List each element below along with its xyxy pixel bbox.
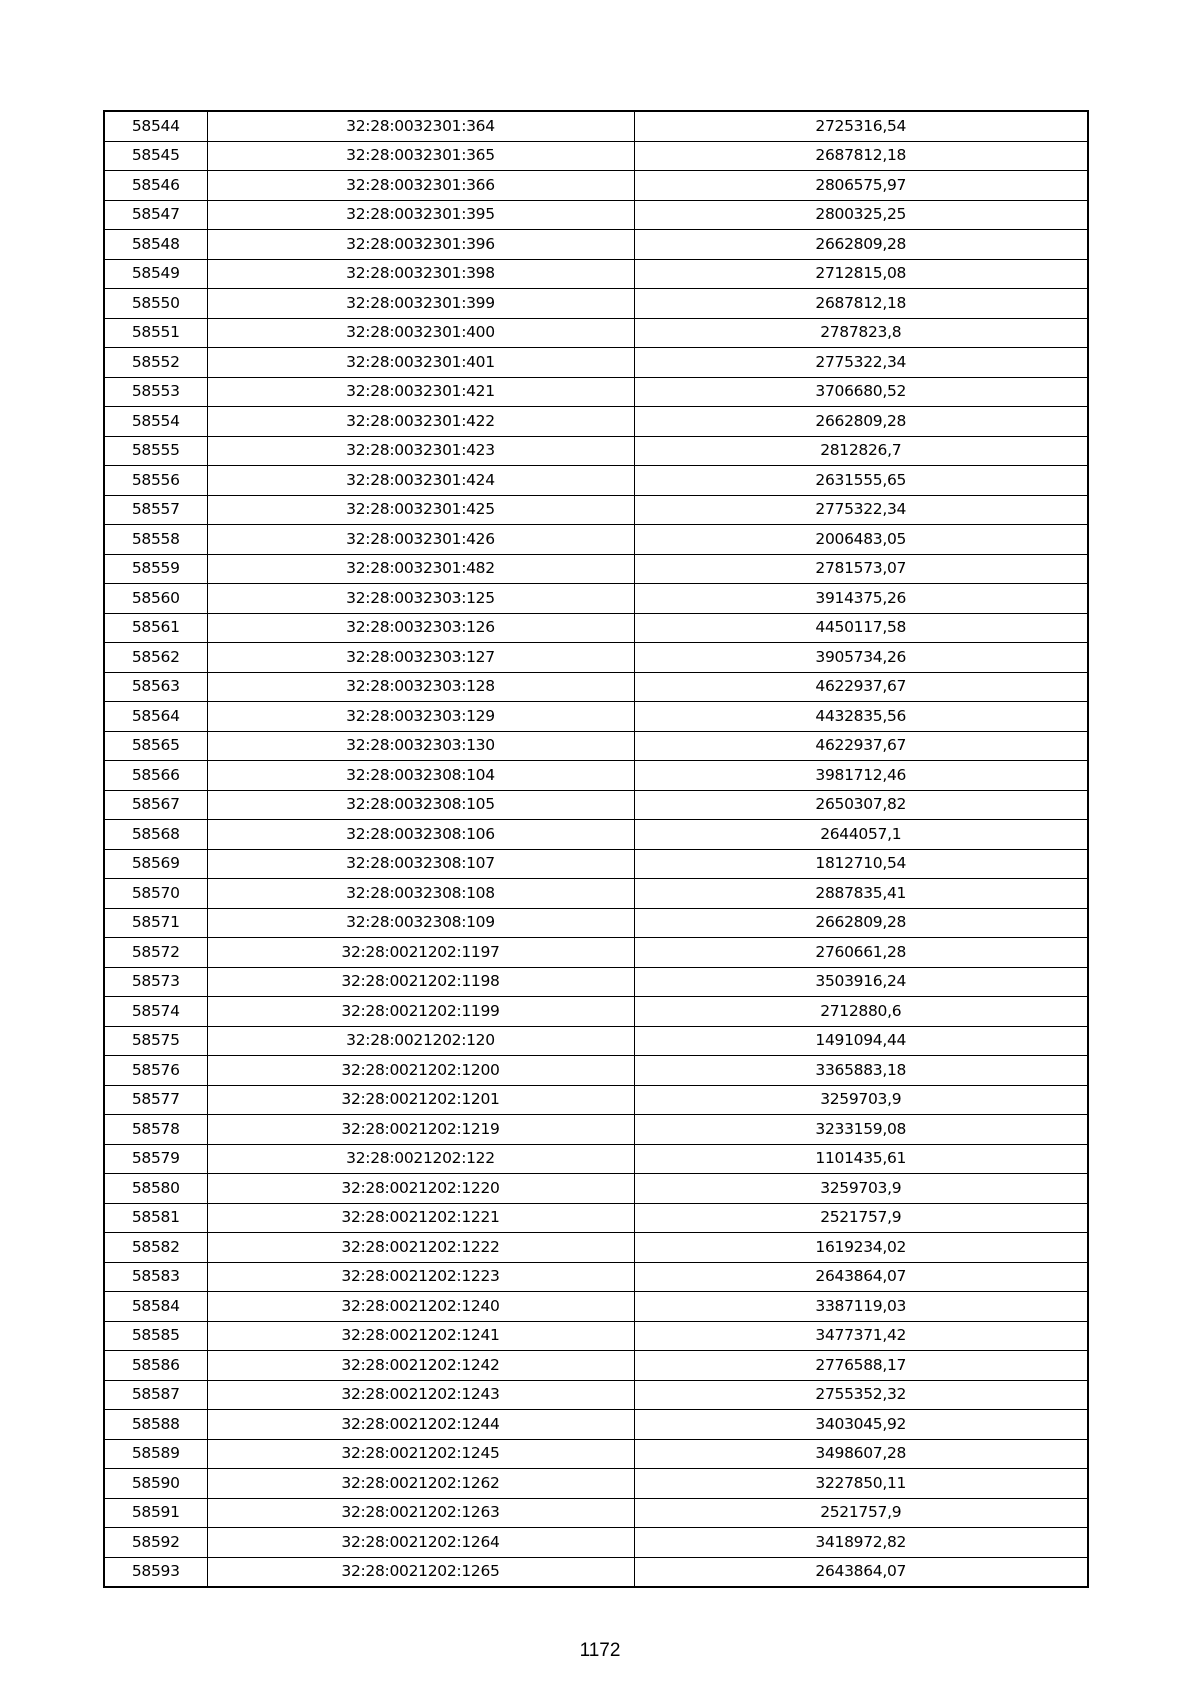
- value-cell: 3498607,28: [634, 1439, 1088, 1469]
- row-number-cell: 58571: [104, 908, 207, 938]
- records-table: [103, 110, 1089, 1588]
- page-number: 1172: [579, 1640, 621, 1661]
- table-row: [104, 643, 1088, 673]
- value-cell: 2643864,07: [634, 1262, 1088, 1292]
- table-row: [104, 1439, 1088, 1469]
- cadastral-number-cell: 32:28:0021202:1244: [207, 1410, 634, 1440]
- cadastral-number-cell: 32:28:0021202:1240: [207, 1292, 634, 1322]
- value-cell: 1491094,44: [634, 1026, 1088, 1056]
- value-cell: 2687812,18: [634, 141, 1088, 171]
- row-number-cell: 58555: [104, 436, 207, 466]
- cadastral-number-cell: 32:28:0021202:1219: [207, 1115, 634, 1145]
- row-number-cell: 58554: [104, 407, 207, 437]
- table-row: [104, 849, 1088, 879]
- table-row: [104, 761, 1088, 791]
- table-row: [104, 938, 1088, 968]
- table-row: [104, 377, 1088, 407]
- value-cell: 2662809,28: [634, 230, 1088, 260]
- value-cell: 2712815,08: [634, 259, 1088, 289]
- cadastral-number-cell: 32:28:0032308:105: [207, 790, 634, 820]
- value-cell: 3233159,08: [634, 1115, 1088, 1145]
- value-cell: 2687812,18: [634, 289, 1088, 319]
- row-number-cell: 58548: [104, 230, 207, 260]
- row-number-cell: 58558: [104, 525, 207, 555]
- cadastral-number-cell: 32:28:0032301:366: [207, 171, 634, 201]
- records-table-body: [104, 111, 1088, 1587]
- cadastral-number-cell: 32:28:0021202:1243: [207, 1380, 634, 1410]
- cadastral-number-cell: 32:28:0021202:1220: [207, 1174, 634, 1204]
- cadastral-number-cell: 32:28:0032301:421: [207, 377, 634, 407]
- table-row: [104, 997, 1088, 1027]
- row-number-cell: 58562: [104, 643, 207, 673]
- value-cell: 3981712,46: [634, 761, 1088, 791]
- value-cell: 4450117,58: [634, 613, 1088, 643]
- cadastral-number-cell: 32:28:0032301:398: [207, 259, 634, 289]
- cadastral-number-cell: 32:28:0032303:128: [207, 672, 634, 702]
- cadastral-number-cell: 32:28:0032301:425: [207, 495, 634, 525]
- cadastral-number-cell: 32:28:0032301:400: [207, 318, 634, 348]
- cadastral-number-cell: 32:28:0021202:1265: [207, 1557, 634, 1587]
- table-row: [104, 1233, 1088, 1263]
- table-row: [104, 141, 1088, 171]
- value-cell: 3418972,82: [634, 1528, 1088, 1558]
- value-cell: 2712880,6: [634, 997, 1088, 1027]
- table-row: [104, 1380, 1088, 1410]
- row-number-cell: 58556: [104, 466, 207, 496]
- value-cell: 2725316,54: [634, 111, 1088, 141]
- value-cell: 2806575,97: [634, 171, 1088, 201]
- table-row: [104, 967, 1088, 997]
- row-number-cell: 58567: [104, 790, 207, 820]
- row-number-cell: 58564: [104, 702, 207, 732]
- cadastral-number-cell: 32:28:0021202:1199: [207, 997, 634, 1027]
- cadastral-number-cell: 32:28:0032308:106: [207, 820, 634, 850]
- row-number-cell: 58572: [104, 938, 207, 968]
- table-row: [104, 879, 1088, 909]
- row-number-cell: 58586: [104, 1351, 207, 1381]
- value-cell: 3259703,9: [634, 1085, 1088, 1115]
- table-row: [104, 466, 1088, 496]
- cadastral-number-cell: 32:28:0032303:126: [207, 613, 634, 643]
- value-cell: 3914375,26: [634, 584, 1088, 614]
- table-row: [104, 672, 1088, 702]
- cadastral-number-cell: 32:28:0021202:1262: [207, 1469, 634, 1499]
- row-number-cell: 58576: [104, 1056, 207, 1086]
- cadastral-number-cell: 32:28:0021202:1223: [207, 1262, 634, 1292]
- row-number-cell: 58582: [104, 1233, 207, 1263]
- row-number-cell: 58565: [104, 731, 207, 761]
- cadastral-number-cell: 32:28:0032303:125: [207, 584, 634, 614]
- row-number-cell: 58581: [104, 1203, 207, 1233]
- value-cell: 2787823,8: [634, 318, 1088, 348]
- value-cell: 2775322,34: [634, 495, 1088, 525]
- row-number-cell: 58589: [104, 1439, 207, 1469]
- value-cell: 2662809,28: [634, 407, 1088, 437]
- value-cell: 2760661,28: [634, 938, 1088, 968]
- table-row: [104, 171, 1088, 201]
- table-row: [104, 230, 1088, 260]
- cadastral-number-cell: 32:28:0032301:401: [207, 348, 634, 378]
- table-row: [104, 348, 1088, 378]
- table-row: [104, 1321, 1088, 1351]
- table-row: [104, 1528, 1088, 1558]
- value-cell: 3387119,03: [634, 1292, 1088, 1322]
- table-row: [104, 1498, 1088, 1528]
- value-cell: 2887835,41: [634, 879, 1088, 909]
- row-number-cell: 58544: [104, 111, 207, 141]
- value-cell: 2755352,32: [634, 1380, 1088, 1410]
- table-row: [104, 1174, 1088, 1204]
- cadastral-number-cell: 32:28:0032301:396: [207, 230, 634, 260]
- cadastral-number-cell: 32:28:0032301:395: [207, 200, 634, 230]
- row-number-cell: 58568: [104, 820, 207, 850]
- table-row: [104, 289, 1088, 319]
- value-cell: 3477371,42: [634, 1321, 1088, 1351]
- row-number-cell: 58550: [104, 289, 207, 319]
- row-number-cell: 58579: [104, 1144, 207, 1174]
- table-row: [104, 702, 1088, 732]
- cadastral-number-cell: 32:28:0032301:423: [207, 436, 634, 466]
- cadastral-number-cell: 32:28:0021202:1197: [207, 938, 634, 968]
- cadastral-number-cell: 32:28:0021202:1200: [207, 1056, 634, 1086]
- row-number-cell: 58577: [104, 1085, 207, 1115]
- cadastral-number-cell: 32:28:0021202:1263: [207, 1498, 634, 1528]
- value-cell: 3503916,24: [634, 967, 1088, 997]
- table-row: [104, 1115, 1088, 1145]
- table-row: [104, 1026, 1088, 1056]
- cadastral-number-cell: 32:28:0032301:482: [207, 554, 634, 584]
- table-row: [104, 200, 1088, 230]
- cadastral-number-cell: 32:28:0032301:399: [207, 289, 634, 319]
- row-number-cell: 58549: [104, 259, 207, 289]
- value-cell: 2662809,28: [634, 908, 1088, 938]
- value-cell: 3227850,11: [634, 1469, 1088, 1499]
- row-number-cell: 58561: [104, 613, 207, 643]
- table-row: [104, 1351, 1088, 1381]
- table-row: [104, 1410, 1088, 1440]
- value-cell: 1101435,61: [634, 1144, 1088, 1174]
- row-number-cell: 58551: [104, 318, 207, 348]
- value-cell: 3403045,92: [634, 1410, 1088, 1440]
- table-row: [104, 1056, 1088, 1086]
- value-cell: 2521757,9: [634, 1498, 1088, 1528]
- row-number-cell: 58588: [104, 1410, 207, 1440]
- cadastral-number-cell: 32:28:0032303:129: [207, 702, 634, 732]
- value-cell: 2631555,65: [634, 466, 1088, 496]
- table-row: [104, 1469, 1088, 1499]
- cadastral-number-cell: 32:28:0032301:424: [207, 466, 634, 496]
- value-cell: 4432835,56: [634, 702, 1088, 732]
- value-cell: 1812710,54: [634, 849, 1088, 879]
- table-row: [104, 318, 1088, 348]
- cadastral-number-cell: 32:28:0032308:109: [207, 908, 634, 938]
- row-number-cell: 58583: [104, 1262, 207, 1292]
- row-number-cell: 58557: [104, 495, 207, 525]
- table-row: [104, 820, 1088, 850]
- value-cell: 2006483,05: [634, 525, 1088, 555]
- row-number-cell: 58552: [104, 348, 207, 378]
- row-number-cell: 58587: [104, 1380, 207, 1410]
- row-number-cell: 58560: [104, 584, 207, 614]
- row-number-cell: 58574: [104, 997, 207, 1027]
- table-row: [104, 554, 1088, 584]
- value-cell: 2800325,25: [634, 200, 1088, 230]
- table-row: [104, 584, 1088, 614]
- cadastral-number-cell: 32:28:0021202:1221: [207, 1203, 634, 1233]
- cadastral-number-cell: 32:28:0032301:364: [207, 111, 634, 141]
- value-cell: 3706680,52: [634, 377, 1088, 407]
- table-row: [104, 436, 1088, 466]
- row-number-cell: 58590: [104, 1469, 207, 1499]
- row-number-cell: 58545: [104, 141, 207, 171]
- table-row: [104, 495, 1088, 525]
- cadastral-number-cell: 32:28:0021202:1198: [207, 967, 634, 997]
- cadastral-number-cell: 32:28:0021202:1222: [207, 1233, 634, 1263]
- table-row: [104, 407, 1088, 437]
- table-row: [104, 111, 1088, 141]
- value-cell: 2643864,07: [634, 1557, 1088, 1587]
- cadastral-number-cell: 32:28:0021202:122: [207, 1144, 634, 1174]
- row-number-cell: 58563: [104, 672, 207, 702]
- cadastral-number-cell: 32:28:0032301:426: [207, 525, 634, 555]
- table-row: [104, 1085, 1088, 1115]
- row-number-cell: 58566: [104, 761, 207, 791]
- value-cell: 1619234,02: [634, 1233, 1088, 1263]
- table-row: [104, 259, 1088, 289]
- value-cell: 2781573,07: [634, 554, 1088, 584]
- cadastral-number-cell: 32:28:0032301:365: [207, 141, 634, 171]
- value-cell: 2775322,34: [634, 348, 1088, 378]
- cadastral-number-cell: 32:28:0032308:108: [207, 879, 634, 909]
- row-number-cell: 58573: [104, 967, 207, 997]
- records-table-container: [103, 110, 1087, 1588]
- cadastral-number-cell: 32:28:0021202:120: [207, 1026, 634, 1056]
- value-cell: 4622937,67: [634, 672, 1088, 702]
- table-row: [104, 525, 1088, 555]
- table-row: [104, 1144, 1088, 1174]
- row-number-cell: 58578: [104, 1115, 207, 1145]
- value-cell: 4622937,67: [634, 731, 1088, 761]
- table-row: [104, 731, 1088, 761]
- row-number-cell: 58547: [104, 200, 207, 230]
- value-cell: 2644057,1: [634, 820, 1088, 850]
- value-cell: 3365883,18: [634, 1056, 1088, 1086]
- row-number-cell: 58591: [104, 1498, 207, 1528]
- table-row: [104, 1262, 1088, 1292]
- cadastral-number-cell: 32:28:0021202:1241: [207, 1321, 634, 1351]
- table-row: [104, 1557, 1088, 1587]
- cadastral-number-cell: 32:28:0032303:127: [207, 643, 634, 673]
- row-number-cell: 58553: [104, 377, 207, 407]
- table-row: [104, 613, 1088, 643]
- row-number-cell: 58569: [104, 849, 207, 879]
- cadastral-number-cell: 32:28:0021202:1264: [207, 1528, 634, 1558]
- cadastral-number-cell: 32:28:0021202:1201: [207, 1085, 634, 1115]
- row-number-cell: 58570: [104, 879, 207, 909]
- value-cell: 2650307,82: [634, 790, 1088, 820]
- value-cell: 2776588,17: [634, 1351, 1088, 1381]
- row-number-cell: 58585: [104, 1321, 207, 1351]
- table-row: [104, 1203, 1088, 1233]
- value-cell: 3905734,26: [634, 643, 1088, 673]
- row-number-cell: 58592: [104, 1528, 207, 1558]
- value-cell: 3259703,9: [634, 1174, 1088, 1204]
- row-number-cell: 58575: [104, 1026, 207, 1056]
- value-cell: 2812826,7: [634, 436, 1088, 466]
- cadastral-number-cell: 32:28:0032303:130: [207, 731, 634, 761]
- value-cell: 2521757,9: [634, 1203, 1088, 1233]
- row-number-cell: 58559: [104, 554, 207, 584]
- cadastral-number-cell: 32:28:0032308:104: [207, 761, 634, 791]
- row-number-cell: 58580: [104, 1174, 207, 1204]
- table-row: [104, 1292, 1088, 1322]
- row-number-cell: 58546: [104, 171, 207, 201]
- cadastral-number-cell: 32:28:0021202:1242: [207, 1351, 634, 1381]
- table-row: [104, 908, 1088, 938]
- cadastral-number-cell: 32:28:0032301:422: [207, 407, 634, 437]
- cadastral-number-cell: 32:28:0021202:1245: [207, 1439, 634, 1469]
- row-number-cell: 58584: [104, 1292, 207, 1322]
- row-number-cell: 58593: [104, 1557, 207, 1587]
- cadastral-number-cell: 32:28:0032308:107: [207, 849, 634, 879]
- table-row: [104, 790, 1088, 820]
